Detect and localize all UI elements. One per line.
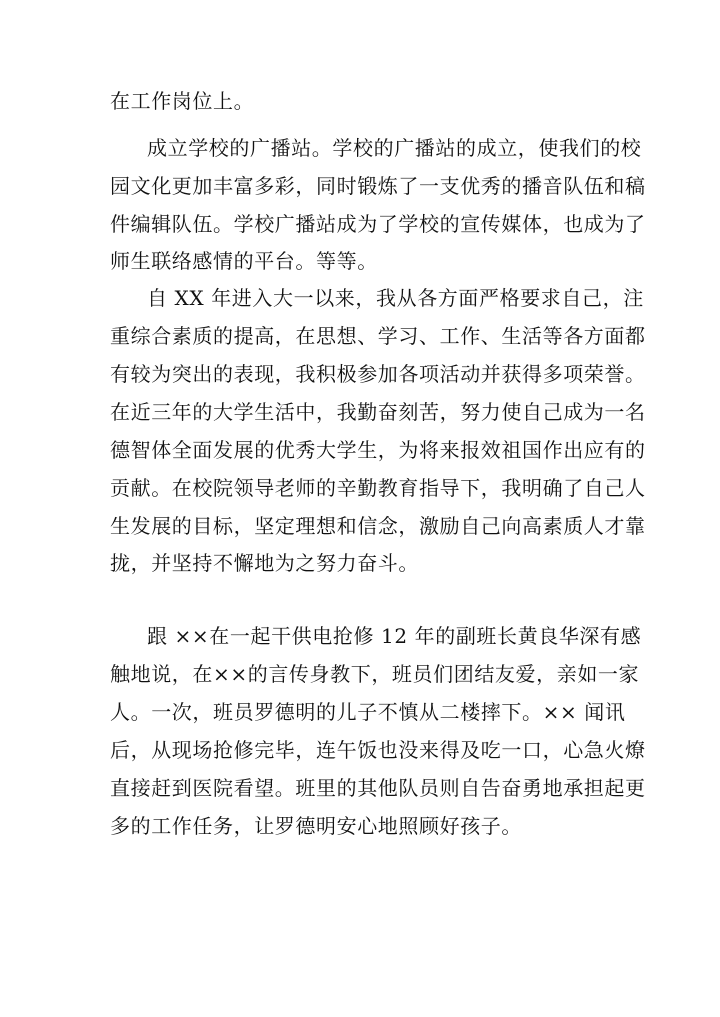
text-line: 在工作岗位上。	[110, 89, 255, 113]
text-line: 触地说，在××的言传身教下，班员们团结友爱，亲如一家	[110, 662, 640, 686]
text-line: 园文化更加丰富多彩，同时锻炼了一支优秀的播音队伍和稿	[110, 174, 646, 198]
text-line: 多的工作任务，让罗德明安心地照顾好孩子。	[110, 814, 522, 838]
text-line: 贡献。在校院领导老师的辛勤教育指导下，我明确了自己人	[110, 476, 646, 500]
text-line: 件编辑队伍。学校广播站成为了学校的宣传媒体，也成为了	[110, 212, 646, 236]
text-line: 人。一次，班员罗德明的儿子不慎从二楼摔下。×× 闻讯	[110, 700, 626, 724]
text-line: 后，从现场抢修完毕，连午饭也没来得及吃一口，心急火燎	[110, 738, 646, 762]
text-line: 成立学校的广播站。学校的广播站的成立，使我们的校	[147, 136, 642, 160]
text-line: 生发展的目标，坚定理想和信念，激励自己向高素质人才靠	[110, 514, 646, 538]
text-line: 自 XX 年进入大一以来，我从各方面严格要求自己，注	[147, 286, 644, 310]
text-line: 拢，并坚持不懈地为之努力奋斗。	[110, 551, 419, 575]
text-line: 德智体全面发展的优秀大学生，为将来报效祖国作出应有的	[110, 438, 646, 462]
text-line: 重综合素质的提高，在思想、学习、工作、生活等各方面都	[110, 324, 646, 348]
text-line: 有较为突出的表现，我积极参加各项活动并获得多项荣誉。	[110, 362, 646, 386]
text-line: 师生联络感情的平台。等等。	[110, 249, 378, 273]
text-line: 跟 ××在一起干供电抢修 12 年的副班长黄良华深有感	[147, 624, 642, 648]
text-line: 在近三年的大学生活中，我勤奋刻苦，努力使自己成为一名	[110, 400, 646, 424]
text-line: 直接赶到医院看望。班里的其他队员则自告奋勇地承担起更	[110, 776, 646, 800]
